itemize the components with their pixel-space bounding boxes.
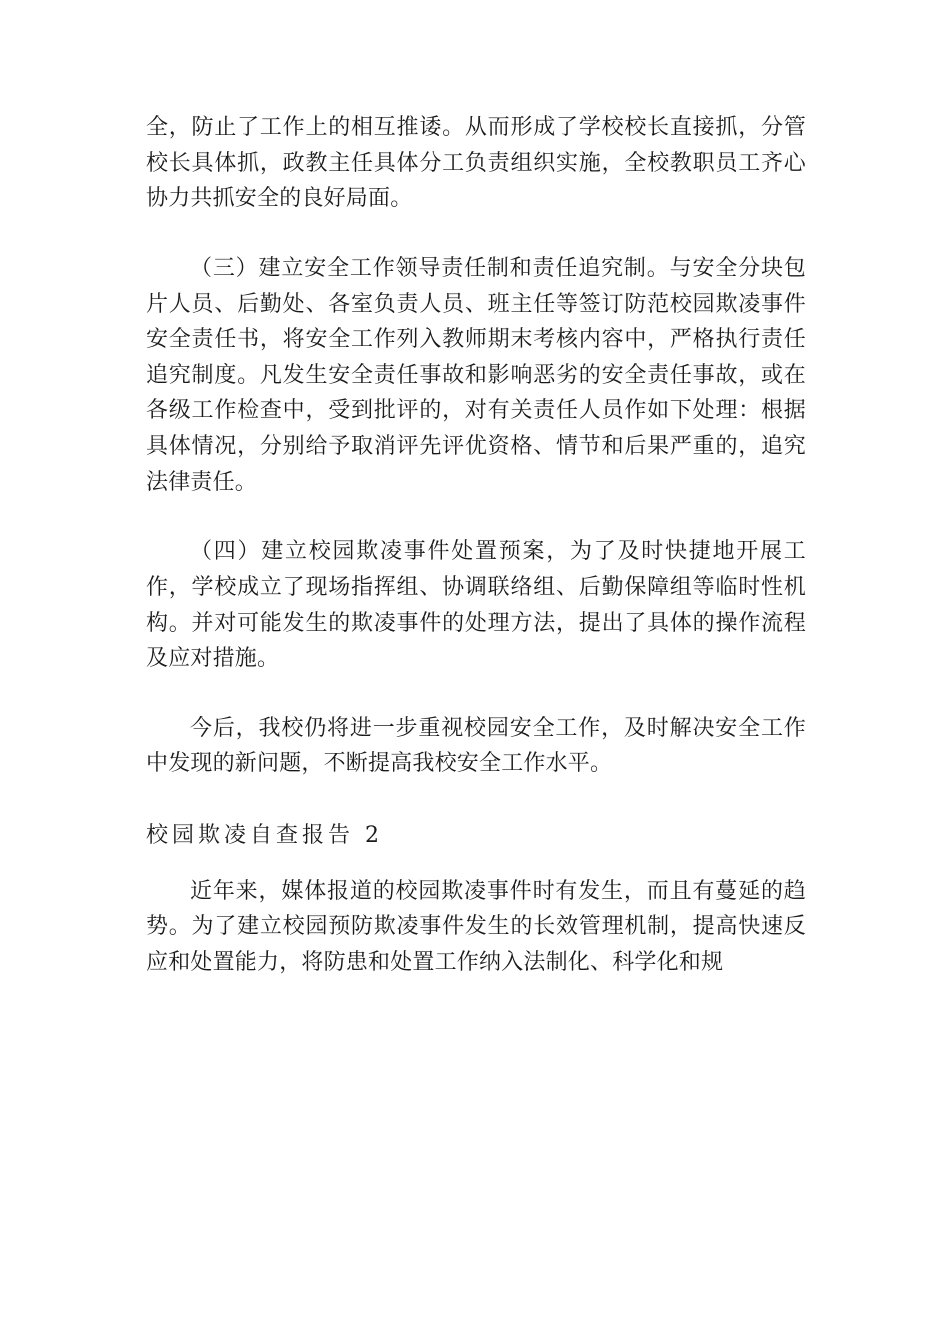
paragraph-report-two-intro: 近年来，媒体报道的校园欺凌事件时有发生，而且有蔓延的趋势。为了建立校园预防欺凌事件发生的长效管理机制，提高快速反应和处置能力，将防患和处置工作纳入法制化、科学化和规: [146, 878, 806, 975]
section-heading: 校园欺凌自查报告 2: [146, 823, 383, 848]
paragraph-conclusion: 今后，我校仍将进一步重视校园安全工作，及时解决安全工作中发现的新问题，不断提高我校安全工作水平。: [146, 715, 806, 777]
document-page: [146, 110, 806, 981]
paragraph-section-four: （四）建立校园欺凌事件处置预案，为了及时快捷地开展工作，学校成立了现场指挥组、协调联络组、后勤保障组等临时性机构。并对可能发生的欺凌事件的处理方法，提出了具体的操作流程及应对措施。: [146, 539, 806, 672]
paragraph-section-three: （三）建立安全工作领导责任制和责任追究制。与安全分块包片人员、后勤处、各室负责人员、班主任等签订防范校园欺凌事件安全责任书，将安全工作列入教师期末考核内容中，严格执行责任追究制度。凡发生安全责任事故和影响恶劣的安全责任事故，或在各级工作检查中，受到批评的，对有关责任人员作如下处理：根据具体情况，分别给予取消评先评优资格、情节和后果严重的，追究法律责任。: [146, 255, 806, 495]
paragraph-continuation: 全，防止了工作上的相互推诿。从而形成了学校校长直接抓，分管校长具体抓，政教主任具体分工负责组织实施，全校教职员工齐心协力共抓安全的良好局面。: [146, 115, 806, 212]
